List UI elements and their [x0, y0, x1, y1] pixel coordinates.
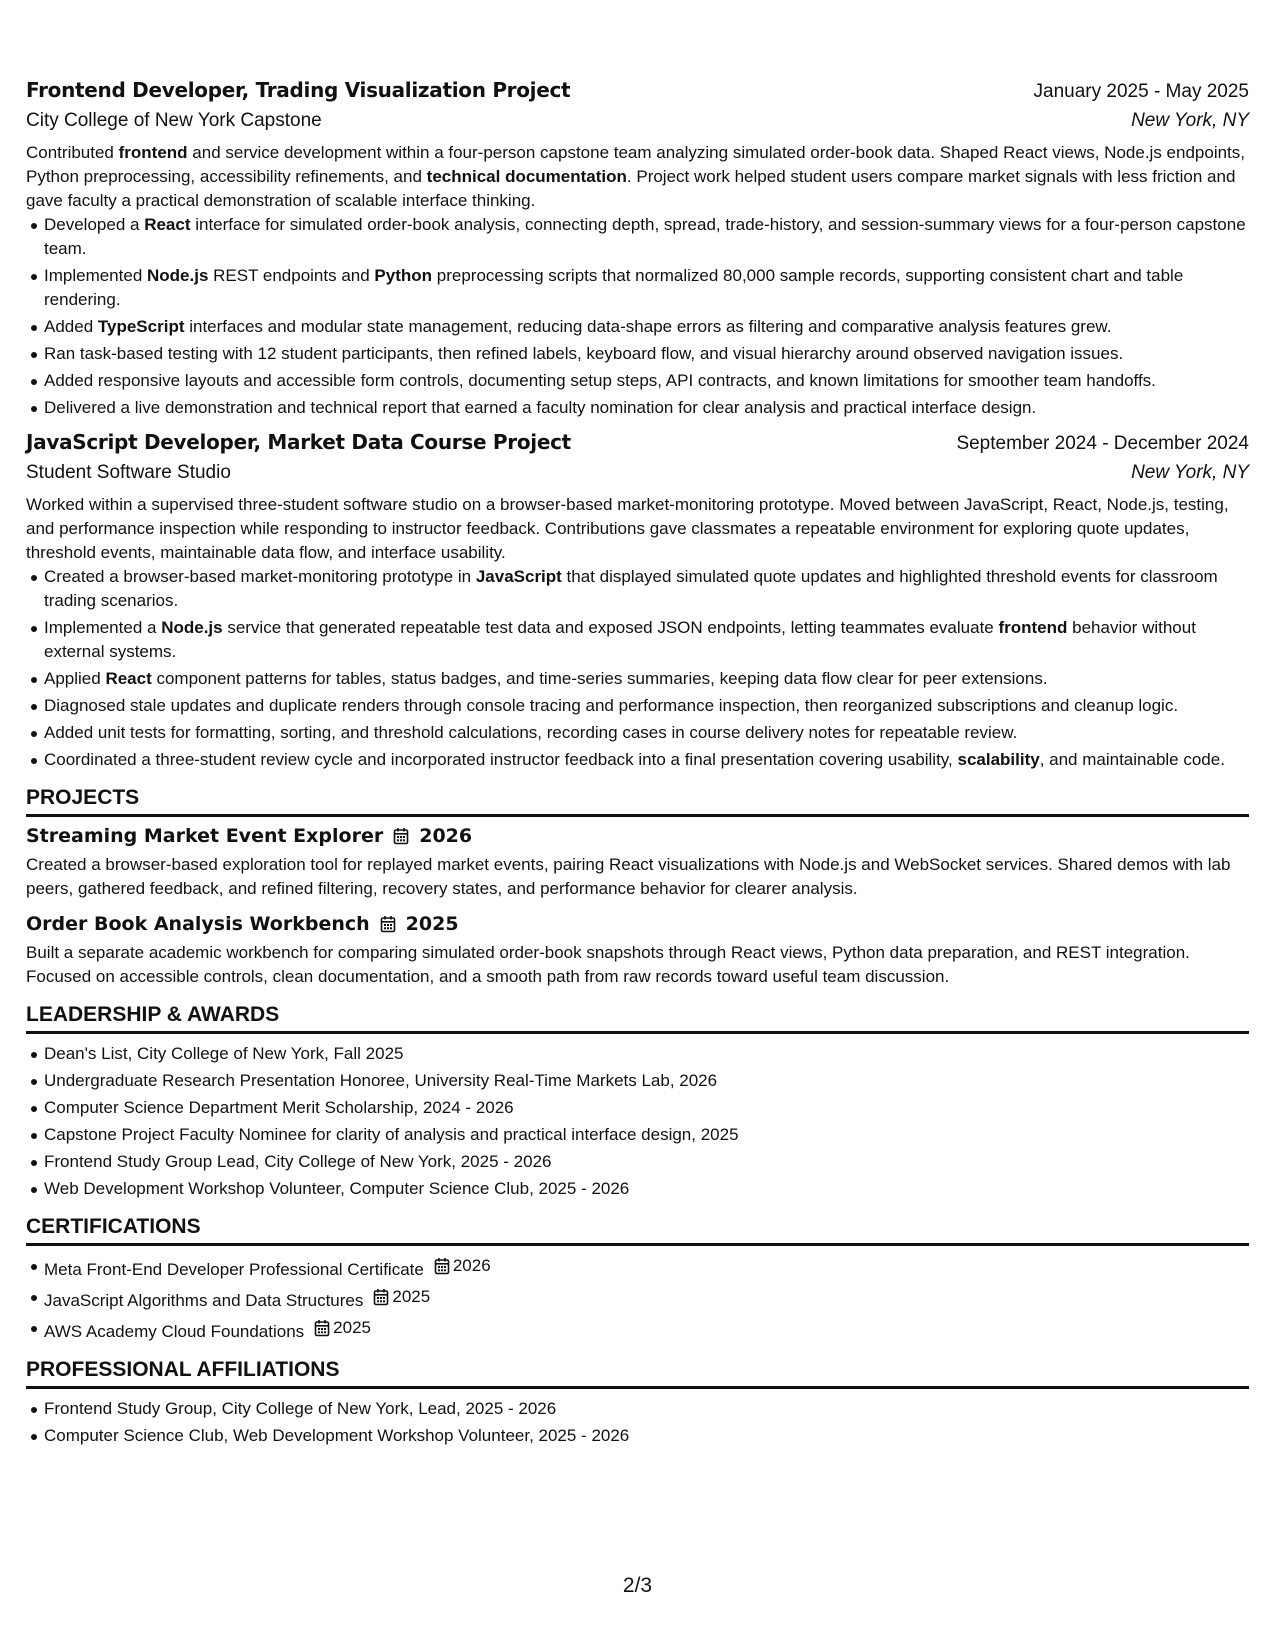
list-item: Web Development Workshop Volunteer, Computer Science Club, 2025 - 2026 — [44, 1177, 1249, 1201]
affiliations-list — [26, 1397, 1249, 1448]
list-item — [44, 1254, 1249, 1282]
certification-year: 2025 — [333, 1318, 371, 1337]
job-bullets — [26, 213, 1249, 420]
calendar-icon — [434, 1257, 450, 1275]
list-item — [44, 1285, 1249, 1313]
certification-name: AWS Academy Cloud Foundations — [44, 1322, 305, 1341]
list-item: Created a browser-based market-monitoring prototype in JavaScript that displayed simulated quote updates and highlighted threshold events for classroom trading scenarios. — [44, 565, 1249, 613]
list-item: Undergraduate Research Presentation Honoree, University Real-Time Markets Lab, 2026 — [44, 1069, 1249, 1093]
project-year: 2025 — [405, 913, 459, 935]
calendar-icon — [393, 827, 409, 845]
list-item: Developed a React interface for simulated order-book analysis, connecting depth, spread, trade-history, and session-summary views for a four-person capstone team. — [44, 213, 1249, 261]
page-number: 2/3 — [622, 1574, 653, 1597]
project-description: Built a separate academic workbench for comparing simulated order-book snapshots through React views, Python data preparation, and REST integration. Focused on accessible controls, clean documentation, and a smooth path from raw records toward useful team discussion. — [26, 943, 1190, 986]
job-organization: Student Software Studio — [26, 462, 231, 483]
list-item — [44, 1316, 1249, 1344]
list-item: Delivered a live demonstration and technical report that earned a faculty nomination for clear analysis and practical interface design. — [44, 396, 1249, 420]
list-item: Added responsive layouts and accessible form controls, documenting setup steps, API contracts, and known limitations for smoother team handoffs. — [44, 369, 1249, 393]
list-item: Added TypeScript interfaces and modular state management, reducing data-shape errors as filtering and comparative analysis features grew. — [44, 315, 1249, 339]
job-bullets — [26, 565, 1249, 772]
list-item: Coordinated a three-student review cycle and incorporated instructor feedback into a final presentation covering usability, scalability, and maintainable code. — [44, 748, 1249, 772]
calendar-icon — [314, 1319, 330, 1337]
list-item: Dean's List, City College of New York, Fall 2025 — [44, 1042, 1249, 1066]
list-item: Frontend Study Group, City College of New York, Lead, 2025 - 2026 — [44, 1397, 1249, 1421]
project-year: 2026 — [419, 825, 473, 847]
leadership-list — [26, 1042, 1249, 1201]
certification-year: 2025 — [392, 1287, 431, 1306]
list-item: Implemented Node.js REST endpoints and Python preprocessing scripts that normalized 80,000 sample records, supporting consistent chart and table rendering. — [44, 264, 1249, 312]
job-dates: September 2024 - December 2024 — [956, 433, 1249, 454]
project-name: Order Book Analysis Workbench — [26, 913, 370, 935]
job-summary: Contributed frontend and service development within a four-person capstone team analyzing simulated order-book data. Shaped React views, Node.js endpoints, Python preprocessing, accessibility refinements, and technical documentation. Project work helped student users compare market signals with less friction and gave faculty a practical demonstration of scalable interface thinking. — [26, 143, 1245, 210]
project-name: Streaming Market Event Explorer — [26, 825, 384, 847]
list-item: Implemented a Node.js service that generated repeatable test data and exposed JSON endpoints, letting teammates evaluate frontend behavior without external systems. — [44, 616, 1249, 664]
project-entry — [26, 825, 1249, 901]
certification-name: JavaScript Algorithms and Data Structures — [44, 1291, 364, 1310]
calendar-icon — [373, 1288, 389, 1306]
job-organization: City College of New York Capstone — [26, 110, 322, 131]
certification-name: Meta Front-End Developer Professional Certificate — [44, 1260, 424, 1279]
experience-entry — [26, 78, 1249, 420]
list-item: Ran task-based testing with 12 student participants, then refined labels, keyboard flow, and visual hierarchy around observed navigation issues. — [44, 342, 1249, 366]
certification-year: 2026 — [452, 1256, 491, 1275]
job-summary: Worked within a supervised three-student software studio on a browser-based market-monitoring prototype. Moved between JavaScript, React, Node.js, testing, and performance inspection while responding to instructor feedback. Contributions gave classmates a repeatable environment for exploring quote updates, threshold events, maintainable data flow, and interface usability. — [26, 495, 1229, 562]
section-heading-projects: PROJECTS — [26, 786, 1249, 817]
list-item: Computer Science Club, Web Development Workshop Volunteer, 2025 - 2026 — [44, 1424, 1249, 1448]
section-heading-leadership: LEADERSHIP & AWARDS — [26, 1003, 1249, 1034]
job-dates: January 2025 - May 2025 — [1033, 81, 1249, 102]
list-item: Diagnosed stale updates and duplicate renders through console tracing and performance inspection, then reorganized subscriptions and cleanup logic. — [44, 694, 1249, 718]
project-description: Created a browser-based exploration tool for replayed market events, pairing React visualizations with Node.js and WebSocket services. Shared demos with lab peers, gathered feedback, and refined filtering, recovery states, and performance behavior for clearer analysis. — [26, 855, 1231, 898]
job-title: JavaScript Developer, Market Data Course Project — [26, 430, 571, 454]
list-item: Applied React component patterns for tables, status badges, and time-series summaries, keeping data flow clear for peer extensions. — [44, 667, 1249, 691]
list-item: Frontend Study Group Lead, City College of New York, 2025 - 2026 — [44, 1150, 1249, 1174]
calendar-icon — [380, 915, 396, 933]
job-location: New York, NY — [1131, 110, 1249, 131]
section-heading-certifications: CERTIFICATIONS — [26, 1215, 1249, 1246]
experience-entry — [26, 430, 1249, 772]
job-title: Frontend Developer, Trading Visualization Project — [26, 78, 571, 102]
list-item: Computer Science Department Merit Scholarship, 2024 - 2026 — [44, 1096, 1249, 1120]
section-heading-affiliations: PROFESSIONAL AFFILIATIONS — [26, 1358, 1249, 1389]
job-location: New York, NY — [1131, 462, 1249, 483]
certifications-list — [26, 1254, 1249, 1344]
list-item: Added unit tests for formatting, sorting, and threshold calculations, recording cases in course delivery notes for repeatable review. — [44, 721, 1249, 745]
list-item: Capstone Project Faculty Nominee for clarity of analysis and practical interface design, 2025 — [44, 1123, 1249, 1147]
project-entry — [26, 913, 1249, 989]
